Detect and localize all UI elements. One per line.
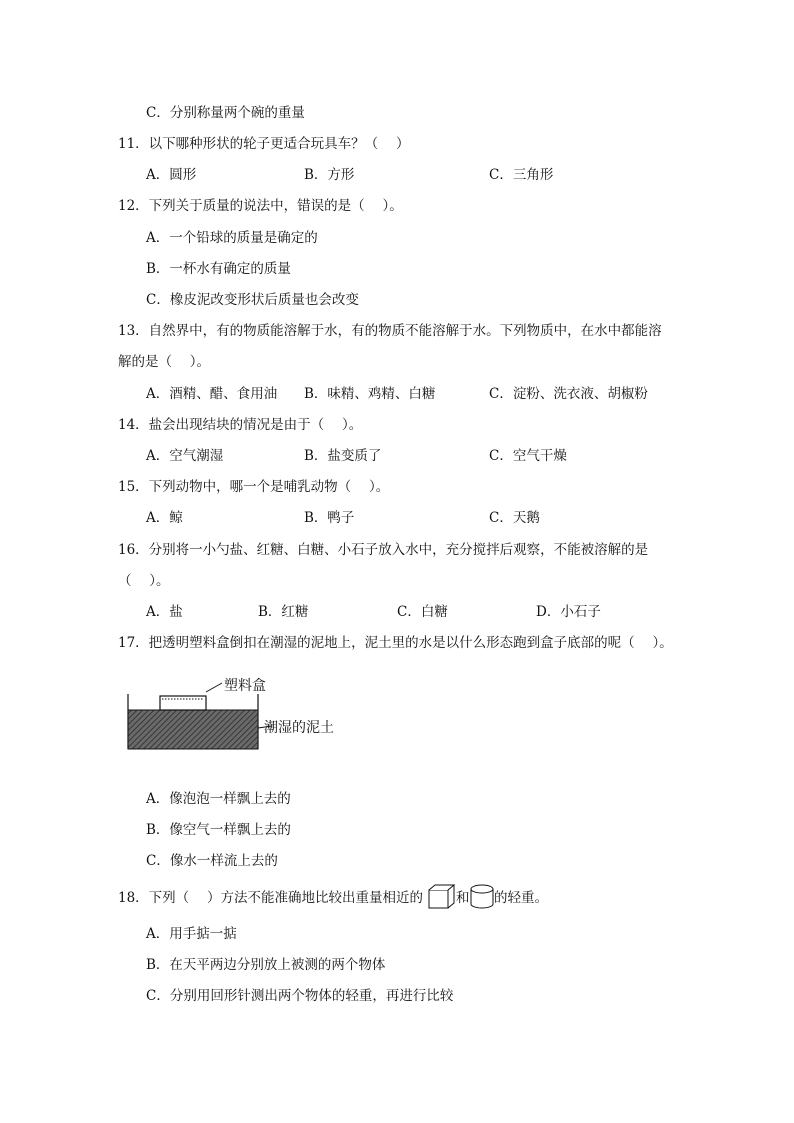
label-plastic-box: 塑料盒 — [224, 678, 266, 694]
q12-option-b: B．一杯水有确定的质量 — [146, 261, 291, 277]
q12-stem: 12．下列关于质量的说法中，错误的是（ ）。 — [118, 198, 403, 214]
q12-option-c: C．橡皮泥改变形状后质量也会改变 — [146, 292, 359, 308]
q17-stem: 17．把透明塑料盒倒扣在潮湿的泥地上，泥土里的水是以什么形态跑到盒子底部的呢（ ）。 — [118, 635, 673, 651]
q15-stem: 15．下列动物中，哪一个是哺乳动物（ ）。 — [118, 479, 390, 495]
q16-stem-line1: 16．分别将一小勺盐、红糖、白糖、小石子放入水中，充分搅拌后观察，不能被溶解的是 — [118, 542, 649, 558]
plastic-box — [160, 696, 206, 710]
q13-stem-line1: 13．自然界中，有的物质能溶解于水，有的物质不能溶解于水。下列物质中，在水中都能溶 — [118, 323, 662, 339]
q11-stem: 11．以下哪种形状的轮子更适合玩具车？（ ） — [118, 136, 410, 152]
q11-option-a: A．圆形 — [146, 167, 197, 183]
q17-figure — [120, 670, 380, 760]
q16-option-b: B．红糖 — [258, 604, 309, 620]
q12-option-a: A．一个铅球的质量是确定的 — [146, 230, 318, 246]
q17-option-c: C．像水一样流上去的 — [146, 853, 278, 869]
cube-icon — [428, 884, 456, 910]
q15-option-c: C．天鹅 — [489, 510, 540, 526]
q16-option-a: A．盐 — [146, 604, 183, 620]
q18-option-a: A．用手掂一掂 — [146, 926, 237, 942]
q13-option-b: B．味精、鸡精、白糖 — [304, 386, 436, 402]
q14-option-c: C．空气干燥 — [489, 448, 567, 464]
q10-option-c: C．分别称量两个碗的重量 — [146, 105, 305, 121]
label-wet-soil: 潮湿的泥土 — [264, 720, 334, 736]
q15-option-b: B．鸭子 — [304, 510, 355, 526]
q14-stem: 14．盐会出现结块的情况是由于（ ）。 — [118, 417, 363, 433]
q18-option-b: B．在天平两边分别放上被测的两个物体 — [146, 957, 386, 973]
q16-option-d: D．小石子 — [536, 604, 601, 620]
q13-stem-line2: 解的是（ ）。 — [118, 354, 211, 370]
q17-option-a: A．像泡泡一样飘上去的 — [146, 791, 291, 807]
q18-stem-part3: 的轻重。 — [494, 890, 548, 906]
q18-stem-part1: 18．下列（ ）方法不能准确地比较出重量相近的 — [118, 890, 423, 906]
q13-option-c: C．淀粉、洗衣液、胡椒粉 — [489, 386, 648, 402]
q16-stem-line2: （ ）。 — [118, 573, 170, 589]
q11-option-b: B．方形 — [304, 167, 355, 183]
q18-option-c: C．分别用回形针测出两个物体的轻重，再进行比较 — [146, 988, 454, 1004]
box-leader-line — [206, 683, 222, 692]
q17-option-b: B．像空气一样飘上去的 — [146, 822, 291, 838]
q11-option-c: C．三角形 — [489, 167, 554, 183]
q15-option-a: A．鲸 — [146, 510, 183, 526]
q14-option-a: A．空气潮湿 — [146, 448, 224, 464]
q14-option-b: B．盐变质了 — [304, 448, 382, 464]
q16-option-c: C．白糖 — [397, 604, 448, 620]
q13-option-a: A．酒精、醋、食用油 — [146, 386, 278, 402]
wet-soil — [128, 710, 258, 749]
q18-stem-part2: 和 — [456, 890, 470, 906]
cylinder-icon — [470, 884, 496, 910]
